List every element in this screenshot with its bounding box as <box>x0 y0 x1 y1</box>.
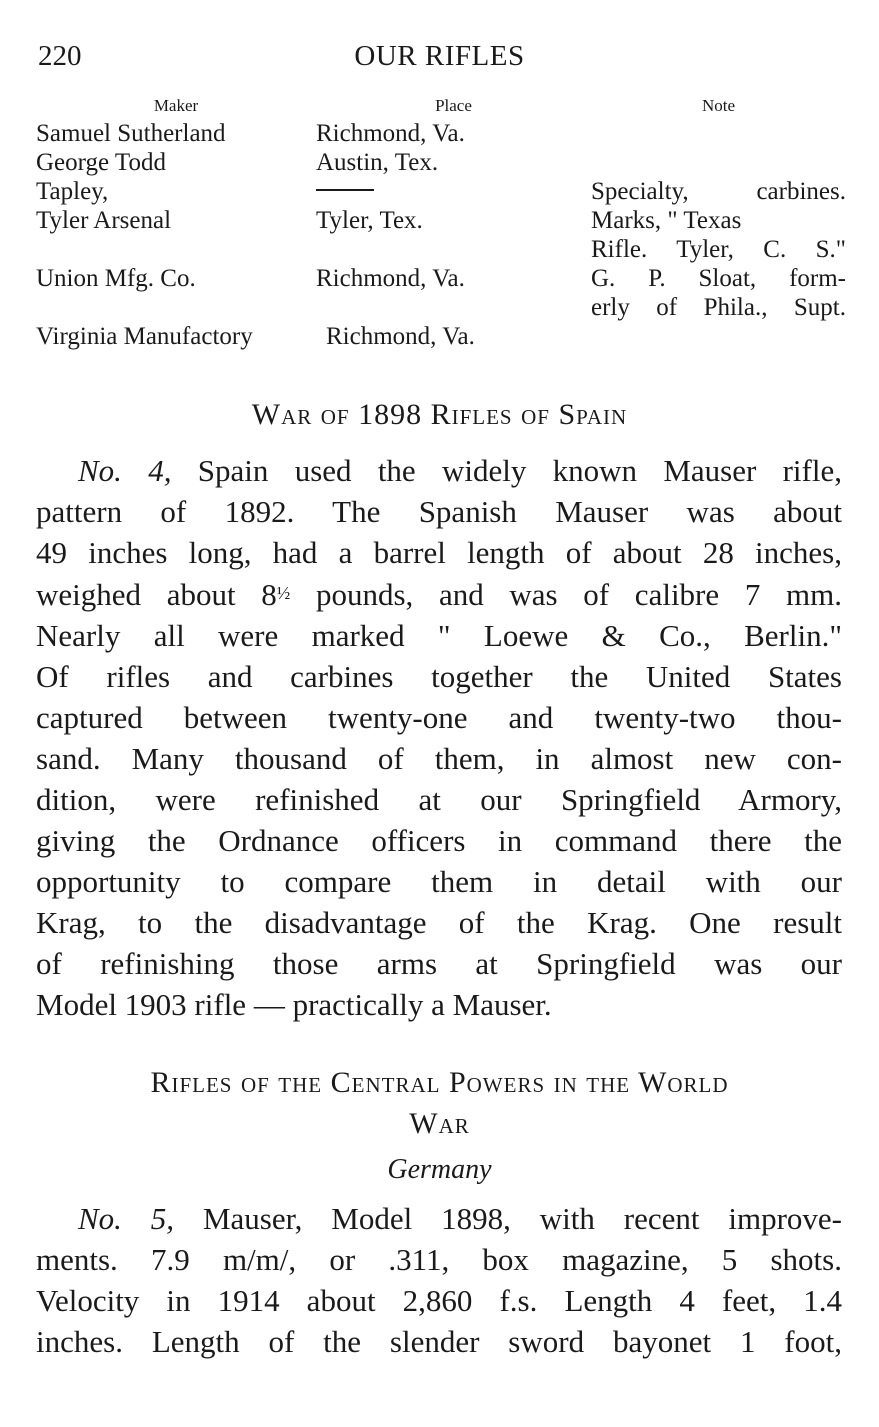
column-header-maker: Maker <box>153 96 199 115</box>
text-line: Of rifles and carbines together the United States <box>36 659 842 694</box>
place-cell: Tyler, Tex. <box>316 207 423 234</box>
running-title: OUR RIFLES <box>354 40 525 72</box>
text-line <box>36 450 842 491</box>
table-row <box>36 177 846 206</box>
running-head <box>38 40 841 80</box>
maker-cell: Virginia Manufactory <box>36 323 253 350</box>
maker-cell: Tapley, <box>36 178 109 205</box>
item-number: No. 4, <box>78 453 172 488</box>
note-line: Specialty, carbines. <box>591 178 846 205</box>
section-heading-spain: War of 1898 Rifles of Spain <box>251 398 628 431</box>
table-row <box>36 119 846 148</box>
column-header-note: Note <box>701 96 736 115</box>
text-line: 49 inches long, had a barrel length of about 28 inches, <box>36 535 842 570</box>
place-cell: Richmond, Va. <box>326 323 475 350</box>
note-line: G. P. Sloat, form- <box>591 265 846 292</box>
line-text: Spain used the widely known Mauser rifle, <box>171 453 842 488</box>
text-line: captured between twenty-one and twenty-two thou- <box>36 700 842 735</box>
place-cell: Richmond, Va. <box>316 265 465 292</box>
text-line: dition, were refinished at our Springfield Armory, <box>36 782 842 817</box>
section-heading-central-powers <box>36 1062 843 1144</box>
note-line: Rifle. Tyler, C. S." <box>591 236 846 263</box>
line-text: pounds, and was of calibre 7 mm. <box>290 577 842 612</box>
text-line <box>36 573 842 615</box>
note-cell <box>591 148 846 177</box>
heading-line: Rifles of the Central Powers in the World <box>150 1066 729 1099</box>
text-line: Krag, to the disadvantage of the Krag. One result <box>36 905 842 940</box>
text-line: inches. Length of the slender sword bayonet 1 foot, <box>36 1324 842 1359</box>
note-cell <box>591 206 846 264</box>
table-row <box>36 148 846 177</box>
line-text: weighed about 8 <box>36 577 277 612</box>
note-cell <box>591 177 846 206</box>
note-cell <box>591 264 846 322</box>
note-line: erly of Phila., Supt. <box>591 294 846 321</box>
place-cell: Austin, Tex. <box>316 149 439 176</box>
text-line: opportunity to compare them in detail with our <box>36 864 842 899</box>
text-line: sand. Many thousand of them, in almost new con- <box>36 741 842 776</box>
text-line <box>36 1198 842 1239</box>
maker-cell: Samuel Sutherland <box>36 120 226 147</box>
maker-cell: Union Mfg. Co. <box>36 265 196 292</box>
maker-cell: Tyler Arsenal <box>36 207 172 234</box>
maker-cell: George Todd <box>36 149 166 176</box>
text-line: of refinishing those arms at Springfield was our <box>36 946 842 981</box>
text-line: Nearly all were marked " Loewe & Co., Berlin." <box>36 618 842 653</box>
text-line: Velocity in 1914 about 2,860 f.s. Length 4 feet, 1.4 <box>36 1283 842 1318</box>
place-cell-dash <box>316 177 591 206</box>
place-cell: Richmond, Va. <box>316 120 465 147</box>
dash-rule <box>316 189 374 191</box>
paragraph-germany <box>36 1198 842 1362</box>
makers-table <box>36 96 846 351</box>
text-line: Model 1903 rifle — practically a Mauser. <box>36 987 552 1022</box>
heading-line: War <box>409 1107 470 1140</box>
column-header-place: Place <box>435 96 472 115</box>
text-line: giving the Ordnance officers in command there the <box>36 823 842 858</box>
note-line: Marks, " Texas <box>591 207 742 234</box>
table-row <box>36 206 846 264</box>
subheading-germany: Germany <box>387 1154 492 1185</box>
item-number: No. 5, <box>78 1201 175 1236</box>
page-number: 220 <box>38 40 82 72</box>
table-row <box>36 322 846 351</box>
text-line: pattern of 1892. The Spanish Mauser was about <box>36 494 842 529</box>
text-line: ments. 7.9 m/m/, or .311, box magazine, 5 shots. <box>36 1242 842 1277</box>
fraction: ½ <box>276 583 291 603</box>
line-text: Mauser, Model 1898, with recent improve- <box>174 1201 842 1236</box>
paragraph-spain <box>36 450 842 1025</box>
note-cell <box>591 119 846 148</box>
table-header-row <box>36 96 846 119</box>
note-cell <box>591 322 846 351</box>
table-row <box>36 264 846 322</box>
